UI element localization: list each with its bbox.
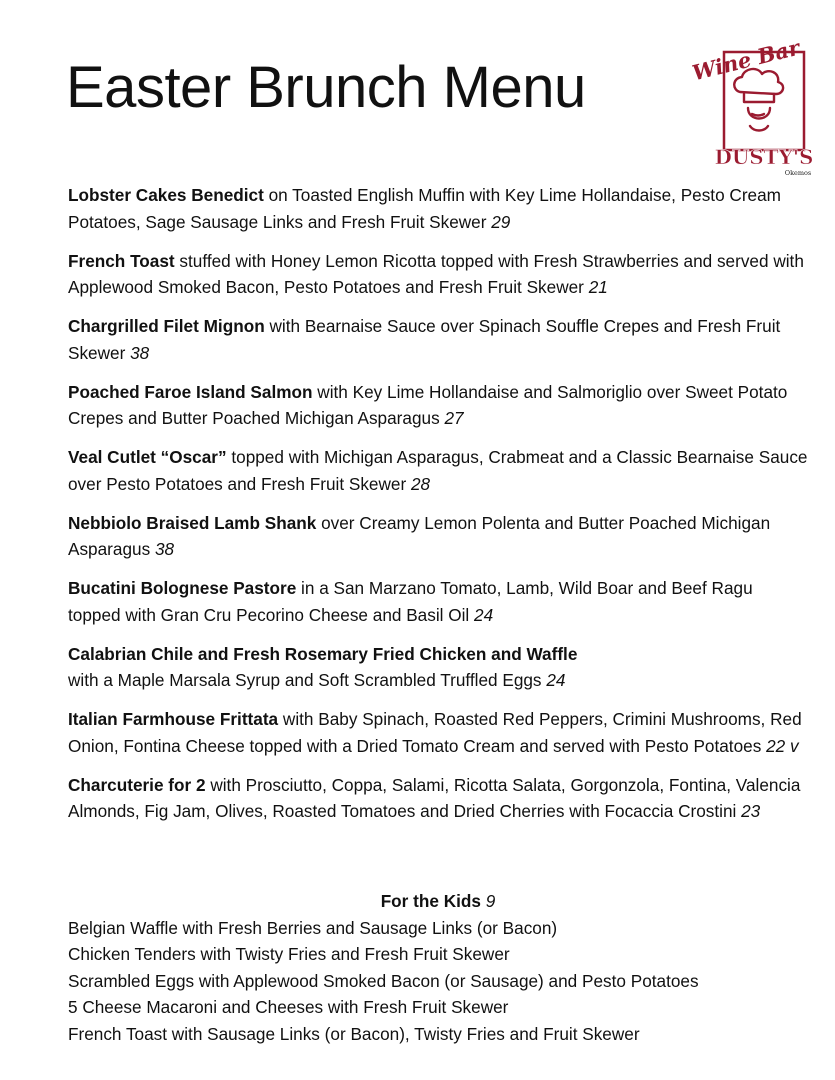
menu-item-description: with Prosciutto, Coppa, Salami, Ricotta Salata, Gorgonzola, Fontina, Valencia Almonds, Fig Jam, Olives, Roasted Tomatoes and Dried Cherries with Focaccia Crostini xyxy=(68,774,801,821)
menu-item-description: with Baby Spinach, Roasted Red Peppers, Crimini Mushrooms, Red Onion, Fontina Cheese topped with a Dried Tomato Cream and served with Pesto Potatoes xyxy=(68,709,802,756)
menu-item-description: with Key Lime Hollandaise and Salmoriglio over Sweet Potato Crepes and Butter Poached Michigan Asparagus xyxy=(68,381,788,428)
menu-item xyxy=(68,641,808,694)
logo-location-text: Okemos xyxy=(784,169,812,177)
menu-item xyxy=(68,379,808,432)
menu-item-price: 29 xyxy=(491,211,511,232)
menu-item-name: Italian Farmhouse Frittata xyxy=(68,709,279,729)
dustys-wine-bar-logo xyxy=(688,30,818,180)
menu-item-name: Nebbiolo Braised Lamb Shank xyxy=(68,512,317,533)
logo-name-text: DUSTY'S xyxy=(714,145,814,169)
menu-item-price: 24 xyxy=(546,670,566,690)
menu-item-price: 21 xyxy=(588,277,608,297)
menu-item xyxy=(68,575,808,628)
menu-item-description: on Toasted English Muffin with Key Lime Hollandaise, Pesto Cream Potatoes, Sage Sausage Links and Fresh Fruit Skewer xyxy=(68,185,781,232)
menu-item-description: stuffed with Honey Lemon Ricotta topped with Fresh Strawberries and served with Applewood Smoked Bacon, Pesto Potatoes and Fresh Fruit Skewer xyxy=(68,250,804,297)
menu-item-name: Veal Cutlet “Oscar” xyxy=(68,447,227,467)
menu-item xyxy=(68,706,808,759)
page-title: Easter Brunch Menu xyxy=(66,55,586,120)
kids-menu-item: Belgian Waffle with Fresh Berries and Sausage Links (or Bacon) xyxy=(68,917,558,938)
menu-item xyxy=(68,444,808,497)
kids-heading-title: For the Kids xyxy=(380,891,481,911)
kids-menu-item: Chicken Tenders with Twisty Fries and Fresh Fruit Skewer xyxy=(68,944,510,964)
menu-item xyxy=(68,510,808,563)
menu-item-price: 22 v xyxy=(766,735,799,756)
menu-item-name: Calabrian Chile and Fresh Rosemary Fried Chicken and Waffle xyxy=(68,643,578,664)
kids-menu-item: 5 Cheese Macaroni and Cheeses with Fresh Fruit Skewer xyxy=(68,997,509,1017)
menu-item-name: Lobster Cakes Benedict xyxy=(68,185,264,205)
menu-item-name: Poached Faroe Island Salmon xyxy=(68,381,313,402)
menu-item-price: 27 xyxy=(444,408,464,428)
menu-item xyxy=(68,248,808,301)
kids-menu-item: French Toast with Sausage Links (or Bacon), Twisty Fries and Fruit Skewer xyxy=(68,1023,640,1044)
menu-item-price: 28 xyxy=(410,473,431,494)
menu-item-description: in a San Marzano Tomato, Lamb, Wild Boar and Beef Ragu topped with Gran Cru Pecorino Cheese and Basil Oil xyxy=(68,578,753,625)
kids-heading xyxy=(68,888,808,915)
chef-icon xyxy=(734,69,783,131)
kids-price: 9 xyxy=(485,891,496,911)
menu-item-description: with Bearnaise Sauce over Spinach Souffle Crepes and Fresh Fruit Skewer xyxy=(68,316,781,363)
menu-item xyxy=(68,313,808,366)
menu-item-name: Bucatini Bolognese Pastore xyxy=(68,578,297,598)
menu-item-name: French Toast xyxy=(68,250,175,271)
menu-item xyxy=(68,182,808,235)
menu-item xyxy=(68,772,808,825)
menu-item-price: 38 xyxy=(130,342,150,363)
menu-item-name: Charcuterie for 2 xyxy=(68,774,206,795)
menu-item-price: 23 xyxy=(741,801,761,821)
menu-item-description: with a Maple Marsala Syrup and Soft Scrambled Truffled Eggs xyxy=(68,670,542,690)
kids-menu-list xyxy=(68,915,808,1048)
logo-script-text: Wine Bar xyxy=(689,34,803,86)
menu-item-description: over Creamy Lemon Polenta and Butter Poached Michigan Asparagus xyxy=(68,512,771,559)
menu-item-price: 38 xyxy=(154,539,175,559)
kids-menu-item: Scrambled Eggs with Applewood Smoked Bacon (or Sausage) and Pesto Potatoes xyxy=(68,970,699,991)
menu-item-description: topped with Michigan Asparagus, Crabmeat and a Classic Bearnaise Sauce over Pesto Potatoes and Fresh Fruit Skewer xyxy=(68,447,808,494)
menu-item-price: 24 xyxy=(474,604,494,625)
kids-section xyxy=(68,888,808,1047)
menu-item-name: Chargrilled Filet Mignon xyxy=(68,316,265,336)
menu-items xyxy=(68,182,808,837)
